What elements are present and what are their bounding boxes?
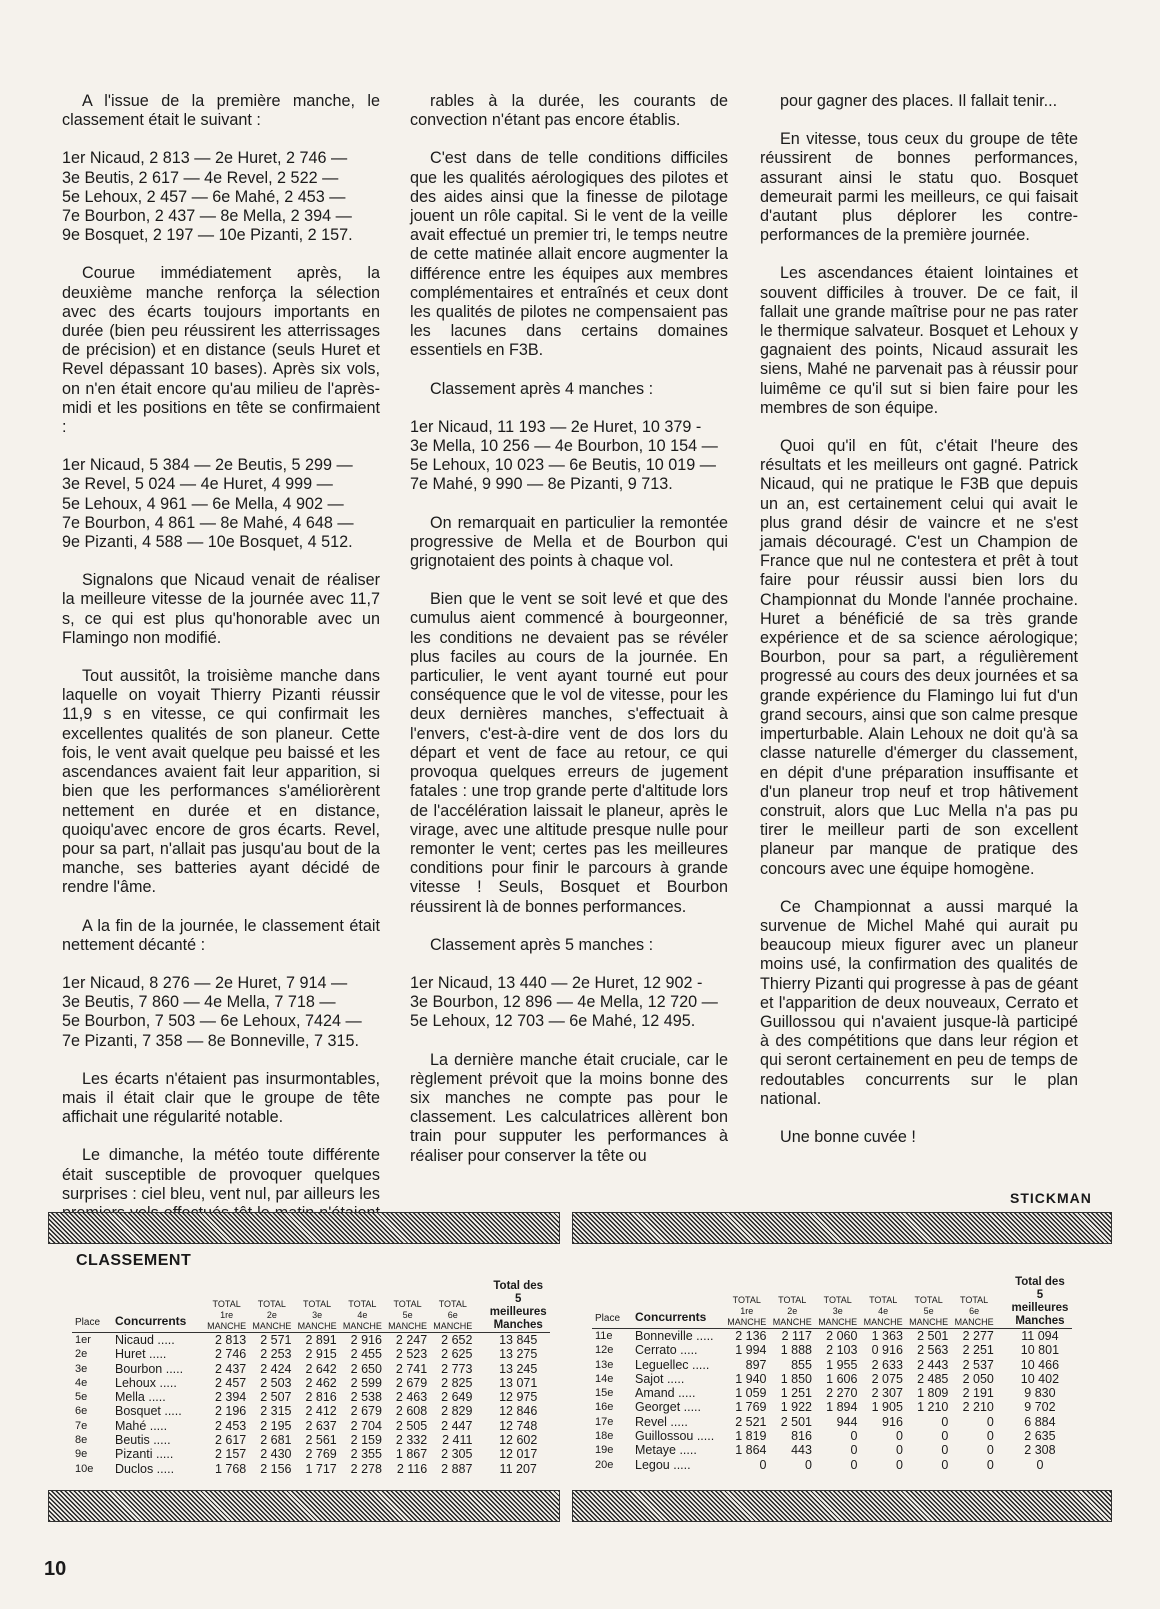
manche-score: 1 606: [826, 1371, 858, 1386]
manche-score: 0: [986, 1443, 994, 1458]
manche-score: 2 769: [305, 1447, 337, 1462]
paragraph: Les ascendances étaient lointaines et souvent difficiles à trouver. De ce fait, il fallait une grande maîtrise pour ne pas rater le thermique salvateur. Bosquet et Lehoux y gagnaient des points, Nicaud assurait les siens, Mahé ne parvenait pas à réussir pour luimême ce qu'il sut si bien faire pour les membres de son équipe.: [760, 264, 1078, 417]
paragraph: La dernière manche était cruciale, car le règlement prévoit que la moins bonne des six manches ne compte pas pour le classement. Les calculatrices allèrent bon train pour supputer les performances à réaliser pour conserver la tête ou: [410, 1050, 728, 1165]
paragraph: Classement après 4 manches :: [430, 379, 654, 398]
table-row: [72, 1390, 550, 1404]
manche-score: 0: [941, 1414, 949, 1429]
header-concurrents: Concurrents: [632, 1276, 724, 1329]
manche-score: 1 059: [735, 1386, 767, 1401]
manche-score: 2 563: [917, 1343, 949, 1358]
manche-score: 916: [882, 1414, 903, 1429]
manche-score: 0: [986, 1457, 994, 1472]
header-best-five: Total des 5 meilleures Manches: [475, 1280, 550, 1333]
manche-score: 2 501: [780, 1414, 812, 1429]
competitor-name: Georget .....: [635, 1400, 702, 1415]
table-row: [72, 1362, 550, 1376]
results-table-right: [592, 1276, 1072, 1472]
table-row: [592, 1358, 1072, 1372]
manche-score: 2 195: [260, 1418, 292, 1433]
manche-score: 0: [986, 1414, 994, 1429]
competitor-name: Legou .....: [635, 1457, 691, 1472]
place-cell: 18e: [595, 1430, 614, 1443]
manche-score: 2 741: [395, 1361, 428, 1376]
paragraph: Signalons que Nicaud venait de réaliser la meilleure vitesse de la journée avec 11,7 s, ce qui est plus qu'honorable avec un Flamingo non modifié.: [62, 571, 380, 647]
paragraph: 1er Nicaud, 11 193 — 2e Huret, 10 379 - 3e Mella, 10 256 — 4e Bourbon, 10 154 — 5e Lehoux, 10 023 — 6e Beutis, 10 019 — 7e Mahé, 9 990 — 8e Pizanti, 9 713.: [410, 417, 718, 494]
manche-score: 0: [850, 1457, 858, 1472]
header-manche-2: TOTAL 2e MANCHE: [770, 1276, 815, 1329]
manche-score: 2 887: [441, 1461, 473, 1476]
manche-score: 2 679: [350, 1404, 382, 1419]
table-row: [72, 1462, 550, 1476]
paragraph: 1er Nicaud, 5 384 — 2e Beutis, 5 299 — 3e Revel, 5 024 — 4e Huret, 4 999 — 5e Lehoux, 4 961 — 6e Mella, 4 902 — 7e Bourbon, 4 861 — 8e Mahé, 4 648 — 9e Pizanti, 4 588 — 10e Bosquet, 4 512.: [62, 456, 354, 552]
manche-score: 2 633: [871, 1357, 903, 1372]
best-five-total: 12 846: [499, 1404, 538, 1419]
manche-score: 816: [791, 1429, 812, 1444]
header-manche-6: TOTAL 6e MANCHE: [951, 1276, 996, 1329]
table-row: [592, 1400, 1072, 1414]
manche-score: 1 888: [780, 1343, 812, 1358]
competitor-name: Bourbon .....: [115, 1361, 184, 1376]
header-place: Place: [592, 1276, 632, 1329]
paragraph: Tout aussitôt, la troisième manche dans laquelle on voyait Thierry Pizanti réussir 11,9 s en vitesse, ce qui confirmait les excellentes qualités de son planeur. Cette fois, le vent avait quelque peu baissé et les ascendances avaient fait leur apparition, si bien que les performances s'améliorèrent nettement en durée et en distance, quoiqu'avec encore de gros écarts. Revel, pour sa part, n'allait pas jusqu'au bout de la manche, ses batteries ayant décidé de rendre l'âme.: [62, 667, 380, 897]
manche-score: 2 773: [441, 1361, 473, 1376]
manche-score: 2 210: [962, 1400, 994, 1415]
results-table-left: [72, 1280, 550, 1476]
manche-score: 2 505: [395, 1418, 428, 1433]
manche-score: 2 816: [305, 1390, 337, 1405]
table-row: [72, 1347, 550, 1361]
manche-score: 2 891: [305, 1333, 337, 1347]
best-five-total: 13 071: [499, 1375, 538, 1390]
paragraph: En vitesse, tous ceux du groupe de tête réussirent de bonnes performances, assurant ainsi le statu quo. Bosquet demeurait parmi les meilleurs, ce qui faisait d'autant plus déplorer les contre-performances de la première journée.: [760, 130, 1078, 245]
competitor-name: Mahé .....: [115, 1418, 168, 1433]
competitor-name: Lehoux .....: [115, 1375, 177, 1390]
manche-score: 0: [895, 1443, 903, 1458]
manche-score: 2 523: [395, 1347, 428, 1362]
competitor-name: Amand .....: [635, 1386, 696, 1401]
manche-score: 2 315: [260, 1404, 292, 1419]
manche-score: 2 501: [917, 1329, 949, 1343]
manche-score: 2 457: [214, 1375, 247, 1390]
article-column-3: [760, 92, 1078, 1166]
manche-score: 2 650: [350, 1361, 382, 1376]
manche-score: 2 253: [260, 1347, 292, 1362]
manche-score: 2 681: [260, 1433, 292, 1448]
place-cell: 2e: [75, 1348, 88, 1361]
paragraph: Classement après 5 manches :: [430, 935, 654, 954]
manche-score: 1 867: [395, 1447, 428, 1462]
place-cell: 9e: [75, 1448, 88, 1461]
manche-score: 2 507: [260, 1390, 292, 1405]
table-row: [72, 1447, 550, 1461]
manche-score: 2 157: [214, 1447, 247, 1462]
paragraph: Ce Championnat a aussi marqué la survenue de Michel Mahé qui aurait pu beaucoup mieux figurer avec un planeur moins usé, la confirmation des qualités de Thierry Pizanti qui progresse à pas de géant et l'apparition de deux nouveaux, Cerrato et Guillossou qui n'avaient jusque-là participé à des compétitions que dans leur région et qui seront certainement en peu de temps de redoutables concurrents sur le plan national.: [760, 897, 1078, 1108]
manche-score: 2 625: [441, 1347, 473, 1362]
paragraph: Le dimanche, la météo toute différente était susceptible de provoquer quelques surprises : ciel bleu, vent nul, par ailleurs les: [62, 1146, 380, 1203]
manche-score: 2 117: [781, 1329, 812, 1343]
manche-score: 2 829: [441, 1404, 473, 1419]
best-five-total: 12 975: [499, 1390, 538, 1405]
manche-score: 2 412: [305, 1404, 337, 1419]
manche-score: 2 521: [735, 1414, 767, 1429]
competitor-name: Beutis .....: [115, 1433, 171, 1448]
manche-score: 1 363: [871, 1329, 903, 1343]
manche-score: 2 394: [214, 1390, 247, 1405]
place-cell: 17e: [595, 1415, 614, 1428]
place-cell: 1er: [75, 1334, 91, 1346]
header-manche-2: TOTAL 2e MANCHE: [249, 1280, 294, 1333]
manche-score: 2 196: [214, 1404, 247, 1419]
article-column-2: [410, 92, 728, 1185]
place-cell: 11e: [595, 1330, 613, 1342]
manche-score: 2 075: [871, 1371, 903, 1386]
manche-score: 2 411: [442, 1433, 473, 1448]
table-row: [592, 1372, 1072, 1386]
manche-score: 2 156: [260, 1461, 292, 1476]
manche-score: 2 485: [917, 1371, 949, 1386]
competitor-name: Bosquet .....: [115, 1404, 182, 1419]
best-five-total: 10 466: [1020, 1357, 1060, 1372]
manche-score: 2 251: [962, 1343, 994, 1358]
manche-score: 1 905: [871, 1400, 903, 1415]
place-cell: 6e: [75, 1405, 88, 1418]
manche-score: 2 649: [441, 1390, 473, 1405]
manche-score: 2 746: [214, 1347, 247, 1362]
header-manche-5: TOTAL 5e MANCHE: [385, 1280, 430, 1333]
manche-score: 2 617: [214, 1433, 247, 1448]
place-cell: 10e: [75, 1462, 94, 1475]
paragraph: 1er Nicaud, 2 813 — 2e Huret, 2 746 — 3e Beutis, 2 617 — 4e Revel, 2 522 — 5e Lehoux, 2 457 — 6e Mahé, 2 453 — 7e Bourbon, 2 437 — 8e Mella, 2 394 — 9e Bosquet, 2 197 — 10e Pizanti, 2 157.: [62, 149, 353, 245]
hatch-bar-top-left: [48, 1212, 560, 1244]
competitor-name: Metaye .....: [635, 1443, 697, 1458]
manche-score: 2 437: [214, 1361, 247, 1376]
manche-score: 2 278: [350, 1461, 382, 1476]
place-cell: 4e: [75, 1376, 88, 1389]
best-five-total: 2 308: [1024, 1443, 1056, 1458]
header-manche-3: TOTAL 3e MANCHE: [815, 1276, 860, 1329]
paragraph: pour gagner des places. Il fallait tenir...: [780, 92, 1058, 110]
table-row: [592, 1429, 1072, 1443]
table-row: [592, 1458, 1072, 1472]
manche-score: 1 717: [305, 1461, 337, 1476]
manche-score: 1 251: [780, 1386, 812, 1401]
manche-score: 0: [941, 1443, 949, 1458]
manche-score: 2 608: [395, 1404, 428, 1419]
table-row: [72, 1419, 550, 1433]
best-five-total: 11 094: [1021, 1329, 1059, 1343]
manche-score: 1 819: [735, 1429, 767, 1444]
header-manche-4: TOTAL 4e MANCHE: [340, 1280, 385, 1333]
paragraph: C'est dans de telle conditions difficiles que les qualités aérologiques des pilotes et des aides ainsi que la finesse de pilotage jouent un rôle capital. Si le vent de la veille avait effectué un premier tri, le temps neutre de cette matinée allait encore augmenter la différence entre les équipes aux membres complémentaires et entraînés et ceux dont les qualités de pilotes ne compensaient pas les lacunes dans certains domaines essentiels en F3B.: [410, 149, 728, 360]
header-manche-1: TOTAL 1re MANCHE: [204, 1280, 249, 1333]
manche-score: 0: [941, 1457, 949, 1472]
header-place: Place: [72, 1280, 112, 1333]
manche-score: 1 894: [826, 1400, 858, 1415]
best-five-total: 13 845: [499, 1333, 538, 1347]
manche-score: 1 994: [735, 1343, 767, 1358]
manche-score: 2 538: [350, 1390, 382, 1405]
best-five-total: 12 602: [499, 1433, 538, 1448]
best-five-total: 9 702: [1024, 1400, 1056, 1415]
manche-score: 0: [986, 1429, 994, 1444]
manche-score: 1 864: [735, 1443, 767, 1458]
header-manche-3: TOTAL 3e MANCHE: [294, 1280, 339, 1333]
best-five-total: 10 402: [1020, 1371, 1060, 1386]
manche-score: 2 247: [395, 1333, 428, 1347]
manche-score: 1 850: [780, 1371, 812, 1386]
manche-score: 2 136: [735, 1329, 767, 1343]
manche-score: 2 455: [350, 1347, 382, 1362]
manche-score: 2 430: [260, 1447, 292, 1462]
manche-score: 2 447: [441, 1418, 473, 1433]
paragraph: Bien que le vent se soit levé et que des cumulus aient commencé à bourgeonner, les conditions ne devaient pas se révéler plus faciles au cours de la journée. En particulier, le vent ayant tourné eut pour conséquence que le vol de vitesse, pour les deux dernières manches, s'effectuait à l'envers, c'est-à-dire vent de dos lors du départ et vent de face au retour, ce qui provoqua quelques erreurs de jugement fatales : une trop grande perte d'altitude lors de l'accélération laissait le planeur, après le virage, avec une altitude presque nulle pour remonter le vent; certes pas les meilleures conditions pour finir le parcours à grande vitesse ! Seuls, Bosquet et Bourbon réussirent là de bonnes performances.: [410, 590, 728, 916]
manche-score: 2 453: [214, 1418, 247, 1433]
paragraph: Courue immédiatement après, la deuxième manche renforça la sélection avec des écarts toujours importants en durée (bien peu réussirent les atterrissages de précision) et en distance (seuls Huret et Revel dépassant 10 bases). Après six vols, on n'en était encore qu'au milieu de l'après-midi et les positions en tête se confirmaient :: [62, 264, 380, 437]
table-row: [592, 1415, 1072, 1429]
place-cell: 8e: [75, 1434, 88, 1447]
best-five-total: 10 801: [1020, 1343, 1060, 1358]
paragraph: Une bonne cuvée !: [780, 1127, 916, 1146]
competitor-name: Pizanti .....: [115, 1447, 174, 1462]
paragraph: Les écarts n'étaient pas insurmontables, mais il était clair que le groupe de tête affichait une régularité notable.: [62, 1069, 380, 1127]
hatch-bar-bottom-left: [48, 1490, 560, 1522]
manche-score: 2 424: [260, 1361, 292, 1376]
competitor-name: Leguellec .....: [635, 1357, 710, 1372]
best-five-total: 6 884: [1024, 1414, 1056, 1429]
manche-score: 0: [805, 1457, 812, 1472]
competitor-name: Guillossou .....: [635, 1429, 715, 1444]
hatch-bar-bottom-right: [572, 1490, 1112, 1522]
competitor-name: Bonneville .....: [635, 1329, 714, 1343]
manche-score: 2 679: [395, 1375, 428, 1390]
header-manche-4: TOTAL 4e MANCHE: [860, 1276, 905, 1329]
manche-score: 855: [791, 1357, 812, 1372]
competitor-name: Huret .....: [115, 1347, 167, 1362]
page-number: 10: [44, 1558, 67, 1580]
table-row: [592, 1329, 1072, 1344]
table-row: [592, 1343, 1072, 1357]
place-cell: 20e: [595, 1458, 614, 1471]
manche-score: 2 642: [305, 1361, 337, 1376]
paragraph: 1er Nicaud, 8 276 — 2e Huret, 7 914 — 3e Beutis, 7 860 — 4e Mella, 7 718 — 5e Bourbon, 7 503 — 6e Lehoux, 7424 — 7e Pizanti, 7 358 — 8e Bonneville, 7 315.: [62, 973, 362, 1050]
manche-score: 1 210: [917, 1400, 949, 1415]
manche-score: 897: [745, 1357, 767, 1372]
manche-score: 2 537: [962, 1357, 994, 1372]
manche-score: 2 462: [305, 1375, 337, 1390]
paragraph: A la fin de la journée, le classement était nettement décanté :: [62, 916, 380, 954]
manche-score: 1 809: [917, 1386, 949, 1401]
manche-score: 2 307: [871, 1386, 903, 1401]
place-cell: 14e: [595, 1372, 614, 1385]
manche-score: 0: [941, 1429, 949, 1444]
best-five-total: 13 245: [499, 1361, 538, 1376]
manche-score: 0: [850, 1443, 858, 1458]
manche-score: 1 955: [826, 1357, 858, 1372]
manche-score: 2 277: [962, 1329, 994, 1343]
manche-score: 2 103: [826, 1343, 858, 1358]
manche-score: 2 503: [260, 1375, 292, 1390]
table-row: [72, 1433, 550, 1447]
best-five-total: 11 207: [499, 1461, 537, 1476]
place-cell: 19e: [595, 1444, 614, 1457]
paragraph: 1er Nicaud, 13 440 — 2e Huret, 12 902 - 3e Bourbon, 12 896 — 4e Mella, 12 720 — 5e Lehoux, 12 703 — 6e Mahé, 12 495.: [410, 973, 718, 1031]
competitor-name: Revel .....: [635, 1414, 688, 1429]
header-concurrents: Concurrents: [112, 1280, 204, 1333]
manche-score: 2 116: [396, 1461, 428, 1476]
manche-score: 2 191: [962, 1386, 994, 1401]
header-manche-1: TOTAL 1re MANCHE: [724, 1276, 770, 1329]
table-row: [72, 1404, 550, 1418]
competitor-name: Duclos .....: [115, 1461, 175, 1476]
author-signature: STICKMAN: [1010, 1190, 1092, 1206]
manche-score: 2 599: [350, 1375, 382, 1390]
header-manche-5: TOTAL 5e MANCHE: [906, 1276, 951, 1329]
manche-score: 2 060: [826, 1329, 858, 1343]
table-row: [592, 1443, 1072, 1457]
place-cell: 5e: [75, 1391, 88, 1404]
best-five-total: 9 830: [1024, 1386, 1056, 1401]
manche-score: 2 916: [350, 1333, 382, 1347]
manche-score: 443: [791, 1443, 812, 1458]
best-five-total: 2 635: [1024, 1429, 1056, 1444]
manche-score: 2 704: [350, 1418, 382, 1433]
manche-score: 2 571: [260, 1333, 292, 1347]
best-five-total: 12 017: [499, 1447, 538, 1462]
table-row: [72, 1376, 550, 1390]
place-cell: 15e: [595, 1387, 614, 1400]
table-row: [592, 1386, 1072, 1400]
manche-score: 0: [895, 1429, 903, 1444]
article-column-1: [62, 92, 380, 1261]
manche-score: 1 768: [214, 1461, 247, 1476]
best-five-total: 12 748: [499, 1418, 538, 1433]
header-manche-6: TOTAL 6e MANCHE: [430, 1280, 475, 1333]
competitor-name: Sajot .....: [635, 1371, 685, 1386]
hatch-bar-top-right: [572, 1212, 1112, 1244]
manche-score: 2 355: [350, 1447, 382, 1462]
manche-score: 2 050: [962, 1371, 994, 1386]
paragraph: A l'issue de la première manche, le classement était le suivant :: [62, 92, 380, 130]
paragraph: rables à la durée, les courants de convection n'étant pas encore établis.: [410, 92, 728, 130]
manche-score: 2 270: [826, 1386, 858, 1401]
manche-score: 2 561: [305, 1433, 337, 1448]
competitor-name: Nicaud .....: [115, 1333, 175, 1347]
table-title: CLASSEMENT: [76, 1252, 192, 1269]
place-cell: 12e: [595, 1344, 614, 1357]
manche-score: 2 332: [395, 1433, 428, 1448]
manche-score: 2 825: [441, 1375, 473, 1390]
manche-score: 2 159: [350, 1433, 382, 1448]
manche-score: 0: [895, 1457, 903, 1472]
manche-score: 1 769: [735, 1400, 767, 1415]
manche-score: 0 916: [871, 1343, 903, 1358]
manche-score: 1 940: [735, 1371, 767, 1386]
header-best-five: Total des 5 meilleures Manches: [997, 1276, 1072, 1329]
best-five-total: 0: [1036, 1457, 1044, 1472]
competitor-name: Cerrato .....: [635, 1343, 698, 1358]
best-five-total: 13 275: [499, 1347, 538, 1362]
place-cell: 13e: [595, 1358, 614, 1371]
manche-score: 2 305: [441, 1447, 473, 1462]
place-cell: 16e: [595, 1401, 614, 1414]
manche-score: 2 443: [917, 1357, 949, 1372]
manche-score: 2 637: [305, 1418, 337, 1433]
manche-score: 2 915: [305, 1347, 337, 1362]
table-row: [72, 1333, 550, 1348]
manche-score: 1 922: [780, 1400, 812, 1415]
manche-score: 0: [759, 1457, 767, 1472]
manche-score: 944: [836, 1414, 858, 1429]
place-cell: 3e: [75, 1362, 88, 1375]
competitor-name: Mella .....: [115, 1390, 166, 1405]
paragraph: Quoi qu'il en fût, c'était l'heure des résultats et les meilleurs ont gagné. Patrick Nicaud, qui ne pratique le F3B que depuis un an, est certainement celui qui avait le plus grand désir de vaincre et ne s'est jamais découragé. C'est un Champion de France que nul ne contestera et prêt à tout faire pour réussir aussi bien lors du Championnat du Monde l'année prochaine. Huret a bénéficié de sa très grande expérience et de sa science aérologique; Bourbon, pour sa part, a régulièrement progressé au cours des deux journées et sa grande expérience du Flamingo lui fut d'un grand secours, ainsi que son calme presque imperturbable. Alain Lehoux ne doit qu'à sa classe naturelle d'émerger du classement, en dépit d'une préparation insuffisante et d'un planeur trop neuf et trop hâtivement construit, alors que Luc Mella n'a pas pu tirer le meilleur parti de son excellent planeur par manque de pratique des concours avec une équipe homogène.: [760, 437, 1078, 878]
manche-score: 2 463: [395, 1390, 428, 1405]
place-cell: 7e: [75, 1419, 88, 1432]
manche-score: 2 652: [441, 1333, 473, 1347]
manche-score: 2 813: [214, 1333, 247, 1347]
paragraph: On remarquait en particulier la remontée progressive de Mella et de Bourbon qui grignotaient des points à chaque vol.: [410, 513, 728, 571]
manche-score: 0: [850, 1429, 858, 1444]
